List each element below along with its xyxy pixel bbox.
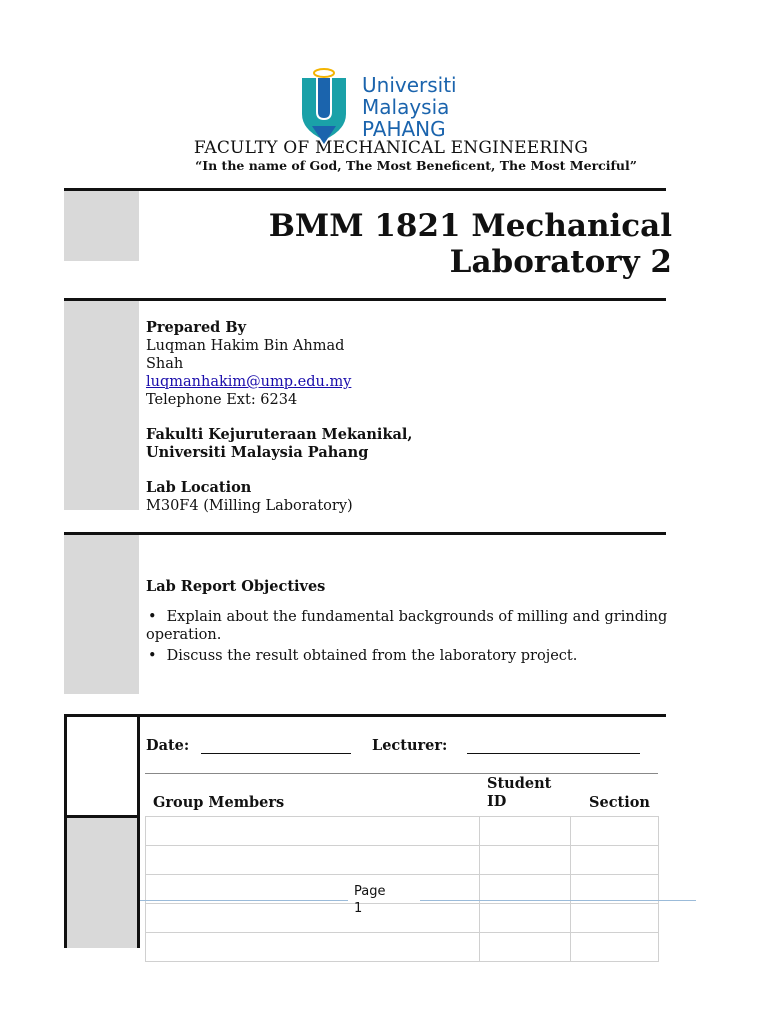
prepared-by-heading: Prepared By bbox=[146, 319, 247, 336]
logo-line-3: PAHANG bbox=[362, 117, 446, 141]
author-phone: Telephone Ext: 6234 bbox=[146, 392, 298, 408]
logo-line-2: Malaysia bbox=[362, 95, 450, 119]
date-label: Date: bbox=[146, 737, 190, 754]
table-row bbox=[146, 846, 659, 875]
author-email-link[interactable]: luqmanhakim@ump.edu.my bbox=[146, 374, 352, 390]
footer-line-right bbox=[420, 900, 696, 901]
divider bbox=[64, 532, 666, 535]
divider bbox=[64, 188, 666, 191]
id-cell[interactable] bbox=[480, 846, 571, 875]
divider bbox=[64, 298, 666, 301]
faculty-line-1: Fakulti Kejuruteraan Mekanikal, bbox=[146, 426, 413, 443]
objectives-list bbox=[146, 608, 706, 665]
member-cell[interactable] bbox=[146, 904, 480, 933]
author-name-line-2: Shah bbox=[146, 356, 184, 372]
objective-item: • Discuss the result obtained from the laboratory project. bbox=[146, 647, 706, 665]
author-name-line-1: Luqman Hakim Bin Ahmad bbox=[146, 338, 345, 354]
id-cell[interactable] bbox=[480, 933, 571, 962]
logo-wordmark bbox=[362, 74, 457, 140]
lab-location-heading: Lab Location bbox=[146, 479, 252, 496]
divider bbox=[64, 714, 666, 717]
lecturer-label: Lecturer: bbox=[372, 737, 448, 754]
table-row bbox=[146, 817, 659, 846]
group-members-table bbox=[145, 816, 659, 962]
member-cell[interactable] bbox=[146, 933, 480, 962]
id-cell[interactable] bbox=[480, 817, 571, 846]
page-number bbox=[354, 883, 385, 917]
sidebar-block bbox=[64, 535, 139, 694]
page-number-value: 1 bbox=[354, 901, 363, 916]
section-cell[interactable] bbox=[571, 904, 659, 933]
member-cell[interactable] bbox=[146, 817, 480, 846]
frame-inner-edge bbox=[137, 714, 140, 948]
page-label-text: Page bbox=[354, 884, 386, 899]
col-student-id bbox=[487, 775, 551, 811]
faculty-line-2: Universiti Malaysia Pahang bbox=[146, 444, 369, 461]
sidebar-block bbox=[64, 301, 139, 510]
motto: “In the name of God, The Most Beneficent, The Most Merciful” bbox=[195, 158, 637, 173]
member-cell[interactable] bbox=[146, 846, 480, 875]
sidebar-block bbox=[67, 818, 137, 948]
col-student-id-line-1: Student bbox=[487, 775, 552, 792]
section-cell[interactable] bbox=[571, 846, 659, 875]
objectives-block bbox=[146, 578, 706, 668]
objective-item: • Explain about the fundamental backgrounds of milling and grinding operation. bbox=[146, 608, 706, 644]
lab-location: M30F4 (Milling Laboratory) bbox=[146, 498, 353, 514]
header-separator bbox=[145, 773, 658, 774]
lecturer-field[interactable] bbox=[467, 753, 640, 754]
col-group-members: Group Members bbox=[153, 794, 285, 811]
footer-line-left bbox=[140, 900, 348, 901]
course-title: BMM 1821 Mechanical Laboratory 2 bbox=[268, 208, 672, 280]
col-section: Section bbox=[589, 794, 650, 811]
faculty-title: FACULTY OF MECHANICAL ENGINEERING bbox=[193, 138, 589, 158]
prepared-by-block bbox=[146, 319, 412, 515]
objectives-heading: Lab Report Objectives bbox=[146, 578, 326, 595]
logo-line-1: Universiti bbox=[362, 73, 457, 97]
table-row bbox=[146, 933, 659, 962]
section-cell[interactable] bbox=[571, 933, 659, 962]
id-cell[interactable] bbox=[480, 904, 571, 933]
date-field[interactable] bbox=[201, 753, 351, 754]
col-student-id-line-2: ID bbox=[487, 793, 507, 810]
section-cell[interactable] bbox=[571, 817, 659, 846]
table-row bbox=[146, 904, 659, 933]
